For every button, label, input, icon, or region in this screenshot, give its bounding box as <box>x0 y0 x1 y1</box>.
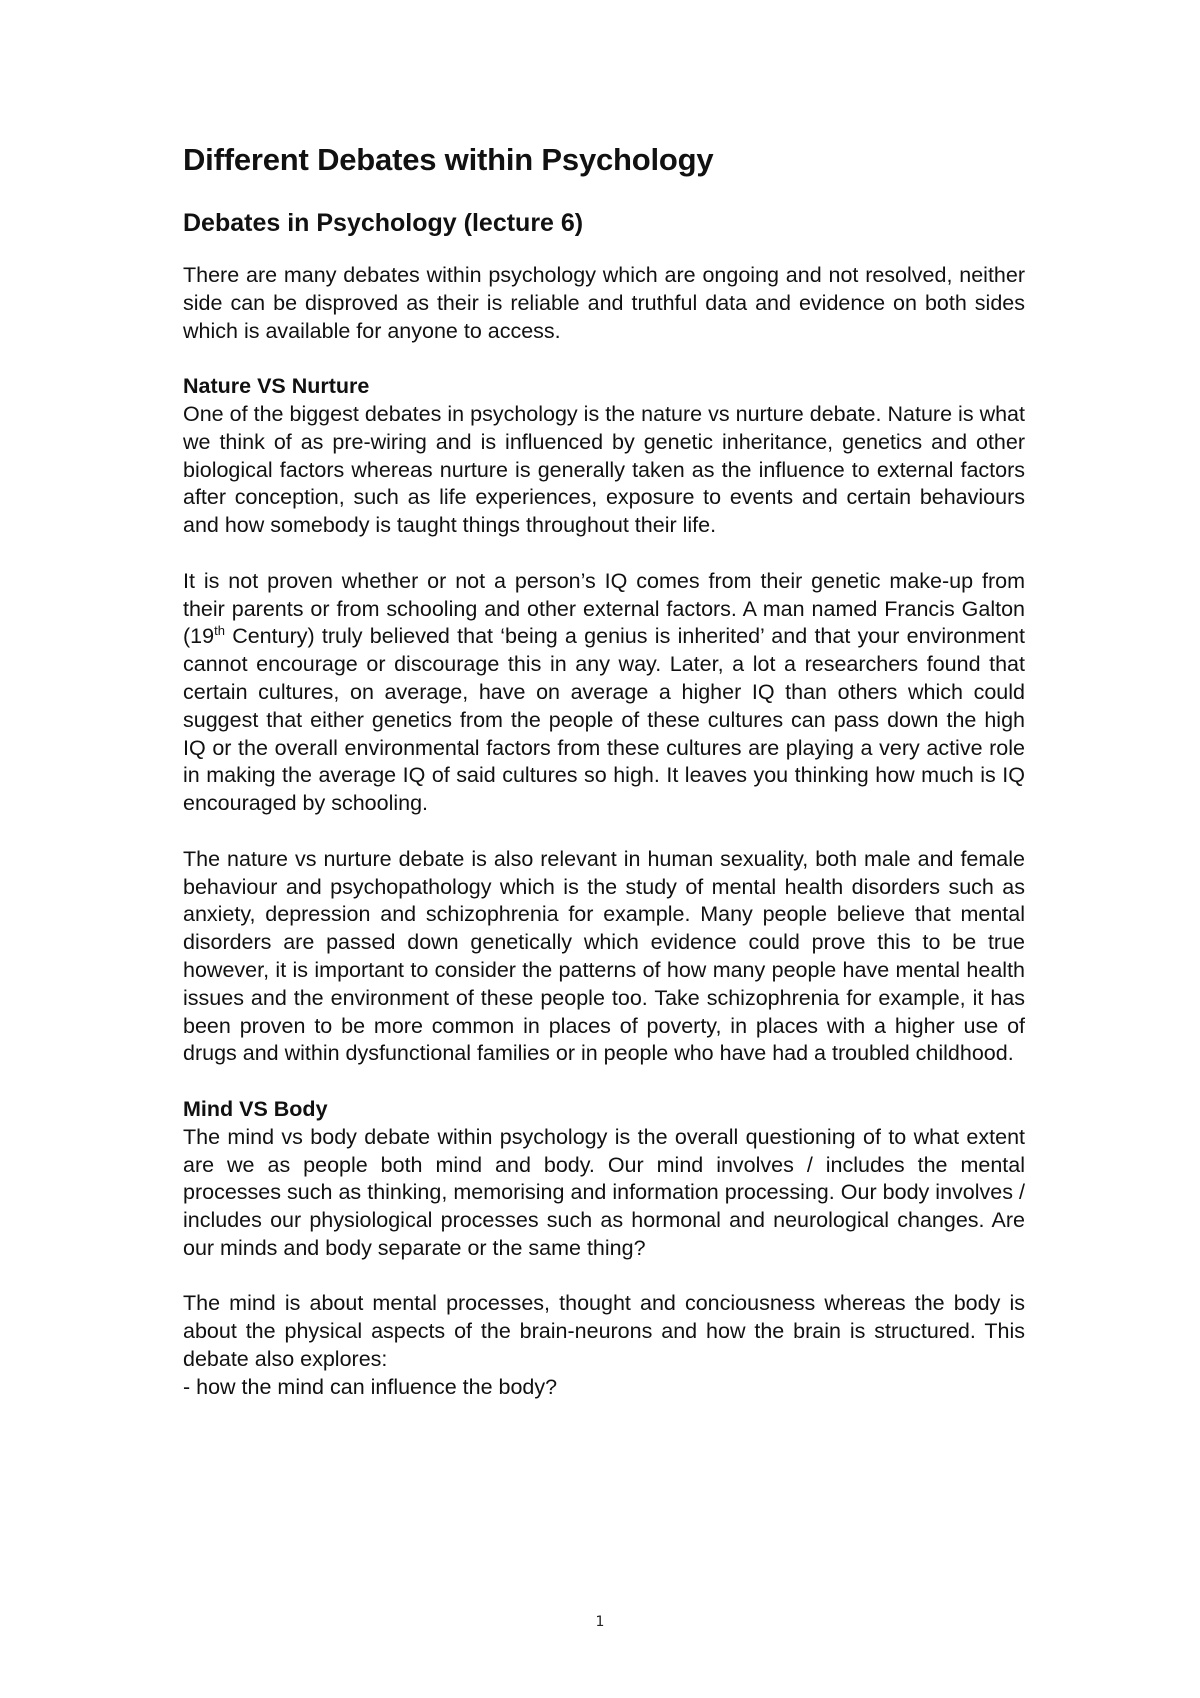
mind-body-paragraph-2: The mind is about mental processes, thought and conciousness whereas the body is about the physical aspects of the brain-neurons and how the brain is structured. This debate also explores: <box>183 1291 1025 1372</box>
nature-nurture-paragraph-1: One of the biggest debates in psychology is the nature vs nurture debate. Nature is what we think of as pre-wiring and is influenced by genetic inheritance, genetics and other biological factors whereas nurture is generally taken as the influence to external factors after conception, such as life experiences, exposure to events and certain behaviours and how somebody is taught things throughout their life. <box>183 401 1025 538</box>
superscript-text: th <box>214 623 225 639</box>
list-item: - how the mind can influence the body? <box>183 1374 558 1399</box>
lecture-subtitle: Debates in Psychology (lecture 6) <box>183 209 584 237</box>
page-number: 1 <box>595 1614 605 1630</box>
mind-body-paragraph-1: The mind vs body debate within psychology is the overall questioning of to what extent are we as people both mind and body. Our mind involves / includes the mental processes such as thinking, memorising and information processing. Our body involves / includes our physiological processes such as hormonal and neurological changes. Are our minds and body separate or the same thing? <box>183 1124 1025 1260</box>
paragraph-text: It is not proven whether or not a person’s IQ comes from their genetic make-up from their parents or from schooling and other external factors. A man named Francis Galton (19 <box>183 568 1025 649</box>
document-body <box>183 140 1025 1402</box>
nature-nurture-paragraph-2 <box>183 568 1025 818</box>
section-heading-nature-nurture: Nature VS Nurture <box>183 374 370 399</box>
document-title: Different Debates within Psychology <box>183 142 714 177</box>
section-heading-mind-body: Mind VS Body <box>183 1096 328 1121</box>
nature-nurture-paragraph-3: The nature vs nurture debate is also relevant in human sexuality, both male and female behaviour and psychopathology which is the study of mental health disorders such as anxiety, depression and schizophrenia for example. Many people believe that mental disorders are passed down genetically which evidence could prove this to be true however, it is important to consider the patterns of how many people have mental health issues and the environment of these people too. Take schizophrenia for example, it has been proven to be more common in places of poverty, in places with a higher use of drugs and within dysfunctional families or in people who have had a troubled childhood. <box>183 846 1025 1066</box>
intro-paragraph: There are many debates within psychology which are ongoing and not resolved, neither side can be disproved as their is reliable and truthful data and evidence on both sides which is available for anyone to access. <box>183 263 1025 343</box>
paragraph-text: Century) truly believed that ‘being a genius is inherited’ and that your environment cannot encourage or discourage this in any way. Later, a lot a researchers found that certain cultures, on average, have on average a higher IQ than others which could suggest that either genetics from the people of these cultures can pass down the high IQ or the overall environmental factors from these cultures are playing a very active role in making the average IQ of said cultures so high. It leaves you thinking how much is IQ encouraged by schooling. <box>183 624 1025 816</box>
